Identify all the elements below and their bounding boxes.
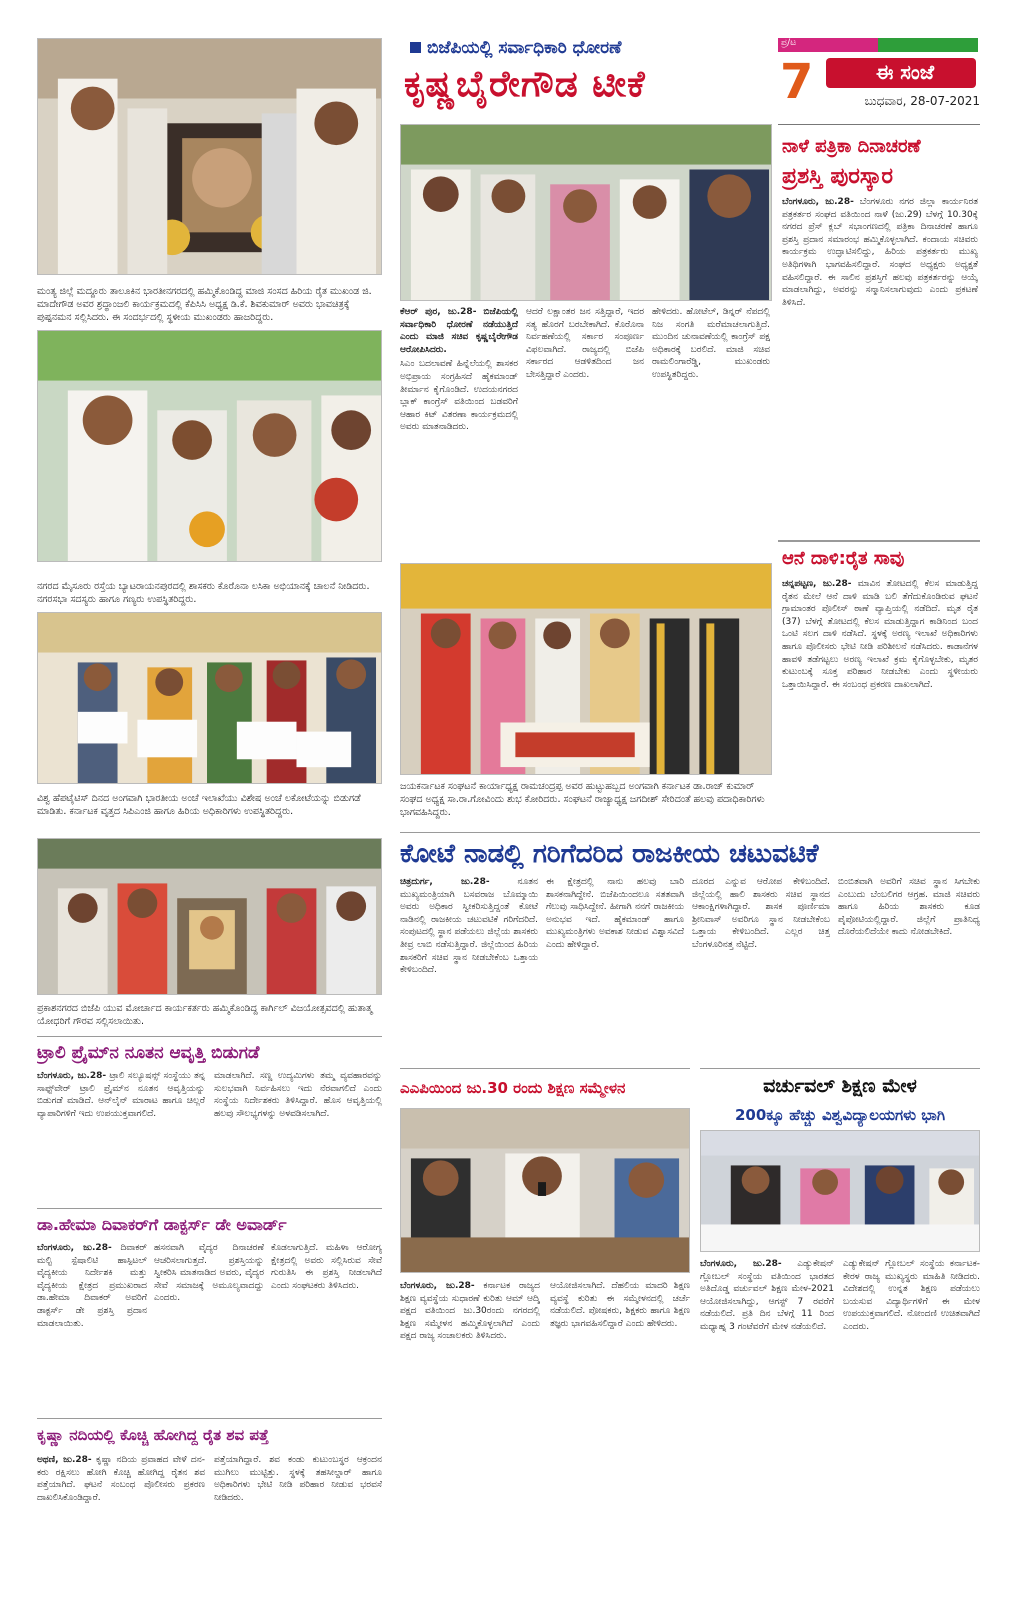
masthead-tag: [778, 38, 978, 52]
kicker: [410, 38, 770, 62]
virtual-col1-text: ಎಡ್ಯುಕೇಷನ್ ಗ್ಲೋಬಲ್ ಸಂಸ್ಥೆಯ ವತಿಯಿಂದ ಭಾರತದ ಅತಿದೊಡ್ಡ ವರ್ಚುವಲ್ ಶಿಕ್ಷಣ ಮೇಳ-2021 ಆಯೋಜಿಸಲಾಗಿದ್ದು, ಆಗಸ್ಟ್ 7 ರವರೆಗೆ ನಡೆಯಲಿದೆ. ಪ್ರತಿ ದಿನ ಬೆಳಗ್ಗೆ 11 ರಿಂದ ಮಧ್ಯಾಹ್ನ 3 ಗಂಟೆವರೆಗೆ ಮೇಳ ನಡೆಯಲಿದೆ.: [700, 1259, 834, 1332]
aap-top-rule: [400, 1068, 690, 1069]
krishna-col1-text: ಕೃಷ್ಣಾ ನದಿಯ ಪ್ರವಾಹದ ವೇಳೆ ದನ-ಕರು ರಕ್ಷಿಸಲು ಹೋಗಿ ಕೊಚ್ಚಿ ಹೋಗಿದ್ದ ರೈತನ ಶವ ಪತ್ತೆಯಾಗಿದೆ. ಘಟನೆ ಸಂಬಂಧ ಪೊಲೀಸರು ಪ್ರಕರಣ ದಾಖಲಿಸಿಕೊಂಡಿದ್ದಾರೆ.: [37, 1455, 205, 1503]
center-top-dateline: ಕೆಆರ್ ಪುರ, ಜು.28-: [400, 307, 477, 317]
patrika-headline-line1: ನಾಳೆ ಪತ್ರಿಕಾ ದಿನಾಚರಣೆ: [782, 136, 921, 157]
center-top-intro: ಬಿಜೆಪಿಯಲ್ಲಿ ಸರ್ವಾಧಿಕಾರಿ ಧೋರಣೆ ನಡೆಯುತ್ತಿದೆ ಎಂದು ಮಾಜಿ ಸಚಿವ ಕೃಷ್ಣಬೈರೇಗೌಡ ಆರೋಪಿಸಿದರು.: [400, 307, 518, 355]
kote-col1: [400, 876, 538, 1052]
trolley-col1: [37, 1070, 205, 1204]
aap-col1-text: ಕರ್ನಾಟಕ ರಾಜ್ಯದ ಶಿಕ್ಷಣ ವ್ಯವಸ್ಥೆಯ ಸುಧಾರಣೆ ಕುರಿತು ಆಮ್ ಆದ್ಮಿ ಪಕ್ಷದ ವತಿಯಿಂದ ಜು.30ರಂದು ನಗರದಲ್ಲಿ ಶಿಕ್ಷಣ ಸಮ್ಮೇಳನ ಹಮ್ಮಿಕೊಳ್ಳಲಾಗಿದೆ ಎಂದು ಪಕ್ಷದ ರಾಜ್ಯ ಸಂಚಾಲಕರು ತಿಳಿಸಿದರು.: [400, 1281, 540, 1342]
vaccine-drive-caption: ನಗರದ ಮೈಸೂರು ರಸ್ತೆಯ ಬ್ಯಾಟರಾಯನಪುರದಲ್ಲಿ ಶಾಸಕರು ಕೊರೊನಾ ಲಸಿಕಾ ಅಭಿಯಾನಕ್ಕೆ ಚಾಲನೆ ನೀಡಿದರು. ನಗರಸಭಾ ಸದಸ್ಯರು ಹಾಗೂ ಗಣ್ಯರು ಉಪಸ್ಥಿತರಿದ್ದರು.: [37, 581, 370, 605]
kargil-caption: ಪ್ರಕಾಶನಗರದ ಬಿಜೆಪಿ ಯುವ ಮೋರ್ಚಾದ ಕಾರ್ಯಕರ್ತರು ಹಮ್ಮಿಕೊಂಡಿದ್ದ ಕಾರ್ಗಿಲ್ ವಿಜಯೋತ್ಸವದಲ್ಲಿ ಹುತಾತ್ಮ ಯೋಧರಿಗೆ ಗೌರವ ಸಲ್ಲಿಸಲಾಯಿತು.: [37, 1003, 373, 1027]
postal-cover-caption: ವಿಶ್ವ ಹೆಪಟೈಟಿಸ್ ದಿನದ ಅಂಗವಾಗಿ ಭಾರತೀಯ ಅಂಚೆ ಇಲಾಖೆಯು ವಿಶೇಷ ಅಂಚೆ ಲಕೋಟೆಯನ್ನು ಬಿಡುಗಡೆ ಮಾಡಿತು. ಕರ್ನಾಟಕ ವೃತ್ತದ ಸಿಪಿಎಂಜಿ ಹಾಗೂ ಹಿರಿಯ ಅಧಿಕಾರಿಗಳು ಉಪಸ್ಥಿತರಿದ್ದರು.: [37, 793, 361, 817]
center-top-col3: ಹೇಳಿದರು. ಹೋಟೆಲ್, ಡಿನ್ನರ್ ನೆಪದಲ್ಲಿ ನಿಜ ಸಂಗತಿ ಮರೆಮಾಚಲಾಗುತ್ತಿದೆ. ಮುಂದಿನ ಚುನಾವಣೆಯಲ್ಲಿ ಕಾಂಗ್ರೆಸ್ ಪಕ್ಷ ಅಧಿಕಾರಕ್ಕೆ ಬರಲಿದೆ. ಮಾಜಿ ಸಚಿವ ರಾಮಲಿಂಗಾರೆಡ್ಡಿ, ಮುಖಂಡರು ಉಪಸ್ಥಿತರಿದ್ದರು.: [652, 307, 770, 380]
postal-cover-photo: [37, 612, 382, 784]
doctor-dateline: ಬೆಂಗಳೂರು, ಜು.28-: [37, 1243, 112, 1253]
kargil-photo: [37, 838, 382, 995]
aap-col1: [400, 1280, 540, 1580]
tag-green-bar: [878, 38, 978, 52]
right-top-box: [778, 124, 980, 125]
main-headline: ಕೃಷ್ಣಬೈರೇಗೌಡ ಟೀಕೆ: [404, 64, 646, 105]
trolley-dateline: ಬೆಂಗಳೂರು, ಜು.28-: [37, 1071, 107, 1081]
elephant-headline: ಆನೆ ದಾಳಿ:ರೈತ ಸಾವು: [782, 548, 905, 569]
kote-dateline: ಚಿತ್ರದುರ್ಗ, ಜು.28-: [400, 877, 490, 887]
trolley-col1-text: ಟ್ರಾಲಿ ಸಲ್ಯೂಷನ್ಸ್ ಸಂಸ್ಥೆಯು ತನ್ನ ಸಾಫ್ಟ್‌ವೇರ್ ಟ್ರಾಲಿ ಪ್ರೈಮ್‌ನ ನೂತನ ಆವೃತ್ತಿಯನ್ನು ಬಿಡುಗಡೆ ಮಾಡಿದೆ. ಆನ್‌ಲೈನ್ ಮಾರಾಟ ಹಾಗೂ ಚಿಲ್ಲರೆ ವ್ಯಾಪಾರಿಗಳಿಗೆ ಇದು ಉಪಯುಕ್ತವಾಗಲಿದೆ.: [37, 1071, 205, 1119]
krishna-col1: [37, 1454, 205, 1584]
center-top-col1-text: ಸಿಎಂ ಬದಲಾವಣೆ ಹಿನ್ನೆಲೆಯಲ್ಲಿ ಶಾಸಕರ ಅಭಿಪ್ರಾಯ ಸಂಗ್ರಹಿಸದೆ ಹೈಕಮಾಂಡ್ ತೀರ್ಮಾನ ಕೈಗೊಂಡಿದೆ. ಉದಯನಗರದ ಬ್ಲಾಕ್ ಕಾಂಗ್ರೆಸ್ ವತಿಯಿಂದ ಬಡವರಿಗೆ ಆಹಾರ ಕಿಟ್ ವಿತರಣಾ ಕಾರ್ಯಕ್ರಮದಲ್ಲಿ ಅವರು ಮಾತನಾಡಿದರು.: [400, 359, 518, 433]
aap-headline: ಎಎಪಿಯಿಂದ ಜು.30 ರಂದು ಶಿಕ್ಷಣ ಸಮ್ಮೇಳನ: [400, 1079, 626, 1097]
kote-col2: ಈ ಕ್ಷೇತ್ರದಲ್ಲಿ ನಾನು ಹಲವು ಬಾರಿ ಶಾಸಕನಾಗಿದ್ದೇನೆ. ಬಿಜೆಪಿಯಿಂದಲೂ ಸತತವಾಗಿ ಗೆಲುವು ಸಾಧಿಸಿದ್ದೇನೆ. ಹೀಗಾಗಿ ನನಗೆ ರಾಜಕೀಯ ಅನುಭವ ಇದೆ. ಹೈಕಮಾಂಡ್ ಹಾಗೂ ಮುಖ್ಯಮಂತ್ರಿಗಳು ಅವಕಾಶ ನೀಡುವ ವಿಶ್ವಾಸವಿದೆ ಎಂದು ಹೇಳಿದ್ದಾರೆ.: [546, 877, 684, 950]
kicker-bullet-icon: [410, 42, 421, 53]
virtual-headline1: ವರ್ಚುವಲ್ ಶಿಕ್ಷಣ ಮೇಳ: [763, 1075, 917, 1097]
doctor-col2: ಹಸನವಾಗಿ ವೈದ್ಯರ ದಿನಾಚರಣೆ ಆಚರಿಸಲಾಗುತ್ತದೆ. ಪ್ರಶಸ್ತಿಯನ್ನು ಸ್ವೀಕರಿಸಿ ಮಾತನಾಡಿದ ಅವರು, ವೈದ್ಯರ ಸೇವೆ ಸಮಾಜಕ್ಕೆ ಅಮೂಲ್ಯವಾದದ್ದು ಎಂದರು.: [154, 1243, 264, 1304]
center-top-col1: [400, 306, 518, 551]
tribute-caption: ಮಂತ್ಯ ಜಿಲ್ಲೆ ಮದ್ದೂರು ತಾಲೂಕಿನ ಭಾರತೀನಗರದಲ್ಲಿ ಹಮ್ಮಿಕೊಂಡಿದ್ದ ಮಾಜಿ ಸಂಸದ ಹಿರಿಯ ರೈತ ಮುಖಂಡ ಜಿ. ಮಾದೇಗೌಡ ಅವರ ಶ್ರದ್ಧಾಂಜಲಿ ಕಾರ್ಯಕ್ರಮದಲ್ಲಿ ಕೆಪಿಸಿಸಿ ಅಧ್ಯಕ್ಷ ಡಿ.ಕೆ. ಶಿವಕುಮಾರ್ ಅವರು ಭಾವಚಿತ್ರಕ್ಕೆ ಪುಷ್ಪನಮನ ಸಲ್ಲಿಸಿದರು. ಈ ಸಂದರ್ಭದಲ್ಲಿ ಸ್ಥಳೀಯ ಮುಖಂಡರು ಹಾಜರಿದ್ದರು.: [37, 286, 372, 323]
doctor-col1-text: ದಿವಾಕರ್ ಮಲ್ಟಿ ಸ್ಪೆಷಾಲಿಟಿ ಹಾಸ್ಪಿಟಲ್ ವೈದ್ಯಕೀಯ ನಿರ್ದೇಶಕಿ ಮತ್ತು ವೈದ್ಯಕೀಯ ಕ್ಷೇತ್ರದ ಪ್ರಮುಖರಾದ ಡಾ.ಹೇಮಾ ದಿವಾಕರ್ ಅವರಿಗೆ ಡಾಕ್ಟರ್ಸ್ ಡೇ ಪ್ರಶಸ್ತಿ ಪ್ರದಾನ ಮಾಡಲಾಯಿತು.: [37, 1243, 147, 1329]
kote-col3: ದೂರದ ಎನ್ನುವ ಆರೋಪ ಕೇಳಿಬಂದಿದೆ. ಜಿಲ್ಲೆಯಲ್ಲಿ ಹಾಲಿ ಶಾಸಕರು ಸಚಿವ ಸ್ಥಾನದ ಆಕಾಂಕ್ಷಿಗಳಾಗಿದ್ದಾರೆ. ಶಾಸಕ ಪೂರ್ಣಿಮಾ ಶ್ರೀನಿವಾಸ್ ಅವರಿಗೂ ಸ್ಥಾನ ನೀಡಬೇಕೆಂಬ ಒತ್ತಾಯ ಕೇಳಿಬಂದಿದೆ. ಎಲ್ಲರ ಚಿತ್ತ ಬೆಂಗಳೂರಿನತ್ತ ನೆಟ್ಟಿದೆ.: [692, 877, 830, 950]
virtual-headline2: 200ಕ್ಕೂ ಹೆಚ್ಚು ವಿಶ್ವವಿದ್ಯಾಲಯಗಳು ಭಾಗಿ: [734, 1106, 946, 1124]
trolley-headline: ಟ್ರಾಲಿ ಪ್ರೈಮ್‌ನ ನೂತನ ಆವೃತ್ತಿ ಬಿಡುಗಡೆ: [37, 1043, 260, 1063]
aap-col2: ಆಯೋಜಿಸಲಾಗಿದೆ. ದೆಹಲಿಯ ಮಾದರಿ ಶಿಕ್ಷಣ ವ್ಯವಸ್ಥೆ ಕುರಿತು ಈ ಸಮ್ಮೇಳನದಲ್ಲಿ ಚರ್ಚೆ ನಡೆಯಲಿದೆ. ಪೋಷಕರು, ಶಿಕ್ಷಕರು ಹಾಗೂ ಶಿಕ್ಷಣ ತಜ್ಞರು ಭಾಗವಹಿಸಲಿದ್ದಾರೆ ಎಂದು ಹೇಳಿದರು.: [550, 1281, 690, 1329]
trolley-col2: ಮಾಡಲಾಗಿದೆ. ಸಣ್ಣ ಉದ್ಯಮಿಗಳು ತಮ್ಮ ವ್ಯವಹಾರವನ್ನು ಸುಲಭವಾಗಿ ನಿರ್ವಹಿಸಲು ಇದು ನೆರವಾಗಲಿದೆ ಎಂದು ಸಂಸ್ಥೆಯ ನಿರ್ದೇಶಕರು ತಿಳಿಸಿದ್ದಾರೆ. ಹೊಸ ಆವೃತ್ತಿಯಲ್ಲಿ ಹಲವು ಸೌಲಭ್ಯಗಳನ್ನು ಅಳವಡಿಸಲಾಗಿದೆ.: [214, 1071, 382, 1119]
doctor-col3: ಕೊಡಲಾಗುತ್ತಿದೆ. ಮಹಿಳಾ ಆರೋಗ್ಯ ಕ್ಷೇತ್ರದಲ್ಲಿ ಅವರು ಸಲ್ಲಿಸಿರುವ ಸೇವೆ ಗುರುತಿಸಿ ಈ ಪ್ರಶಸ್ತಿ ನೀಡಲಾಗಿದೆ ಎಂದು ಸಂಘಟಕರು ತಿಳಿಸಿದರು.: [271, 1243, 382, 1291]
elephant-dateline: ಚನ್ನಪಟ್ಟಣ, ಜು.28-: [782, 579, 852, 589]
tribute-photo: [37, 38, 382, 275]
elephant-body: [782, 578, 978, 828]
paper-name: ಈ ಸಂಜೆ: [875, 60, 935, 84]
doctor-headline: ಡಾ.ಹೇಮಾ ದಿವಾಕರ್‌ಗೆ ಡಾಕ್ಟರ್ಸ್ ಡೇ ಅವಾರ್ಡ್: [37, 1215, 287, 1234]
virtual-dateline: ಬೆಂಗಳೂರು, ಜು.28-: [700, 1259, 782, 1269]
kicker-text: ಬಿಜೆಪಿಯಲ್ಲಿ ಸರ್ವಾಧಿಕಾರಿ ಧೋರಣೆ: [427, 38, 622, 58]
patrika-dateline: ಬೆಂಗಳೂರು, ಜು.28-: [782, 197, 854, 207]
krishna-col2: ಪತ್ತೆಯಾಗಿದ್ದಾರೆ. ಶವ ಕಂಡು ಕುಟುಂಬಸ್ಥರ ಆಕ್ರಂದನ ಮುಗಿಲು ಮುಟ್ಟಿತ್ತು. ಸ್ಥಳಕ್ಕೆ ತಹಸೀಲ್ದಾರ್ ಹಾಗೂ ಅಧಿಕಾರಿಗಳು ಭೇಟಿ ನೀಡಿ ಪರಿಹಾರ ನೀಡುವ ಭರವಸೆ ನೀಡಿದರು.: [214, 1455, 382, 1503]
birthday-caption: ಜಯಕರ್ನಾಟಕ ಸಂಘಟನೆ ಕಾರ್ಯಾಧ್ಯಕ್ಷ ರಾಮಚಂದ್ರಪ್ಪ ಅವರ ಹುಟ್ಟುಹಬ್ಬದ ಅಂಗವಾಗಿ ಕರ್ನಾಟಕ ಡಾ.ರಾಜ್ ಕುಮಾರ್ ಸಂಘದ ಅಧ್ಯಕ್ಷ ಸಾ.ರಾ.ಗೋವಿಂದು ಶುಭ ಕೋರಿದರು. ಸಂಘಟನೆ ರಾಜ್ಯಾಧ್ಯಕ್ಷ ಜಗದೀಶ್ ಸೇರಿದಂತೆ ಹಲವು ಪದಾಧಿಕಾರಿಗಳು ಭಾಗವಹಿಸಿದ್ದರು.: [400, 781, 765, 818]
virtual-col2: ಎಡ್ಯುಕೇಷನ್ ಗ್ಲೋಬಲ್ ಸಂಸ್ಥೆಯ ಕರ್ನಾಟಕ-ಕೇರಳ ರಾಜ್ಯ ಮುಖ್ಯಸ್ಥರು ಮಾಹಿತಿ ನೀಡಿದರು. ವಿದೇಶದಲ್ಲಿ ಉನ್ನತ ಶಿಕ್ಷಣ ಪಡೆಯಲು ಬಯಸುವ ವಿದ್ಯಾರ್ಥಿಗಳಿಗೆ ಈ ಮೇಳ ಉಪಯುಕ್ತವಾಗಲಿದೆ. ನೋಂದಣಿ ಉಚಿತವಾಗಿದೆ ಎಂದರು.: [843, 1259, 980, 1332]
doctor-col1: [37, 1242, 147, 1412]
patrika-headline-line2: ಪ್ರಶಸ್ತಿ ಪುರಸ್ಕಾರ: [782, 164, 894, 189]
krishna-dateline: ಅಥಣಿ, ಜು.28-: [37, 1455, 92, 1465]
center-top-col2: ಆದರೆ ಲಕ್ಷಾಂತರ ಜನ ಸತ್ತಿದ್ದಾರೆ, ಇದರ ಸತ್ಯ ಹೊರಗೆ ಬರಬೇಕಾಗಿದೆ. ಕೊರೊನಾ ನಿರ್ವಹಣೆಯಲ್ಲಿ ಸರ್ಕಾರ ಸಂಪೂರ್ಣ ವಿಫಲವಾಗಿದೆ. ರಾಜ್ಯದಲ್ಲಿ ಬಿಜೆಪಿ ಸರ್ಕಾರದ ಆಡಳಿತದಿಂದ ಜನ ಬೇಸತ್ತಿದ್ದಾರೆ ಎಂದರು.: [526, 307, 644, 380]
kote-top-rule: [400, 832, 980, 833]
kote-col4: ಬಿಂಬಿತವಾಗಿ ಅವರಿಗೆ ಸಚಿವ ಸ್ಥಾನ ಸಿಗಬೇಕು ಎಂಬುದು ಬೆಂಬಲಿಗರ ಆಗ್ರಹ. ಮಾಜಿ ಸಚಿವರು ಹಾಗೂ ಹಿರಿಯ ಶಾಸಕರು ಕೂಡ ಪೈಪೋಟಿಯಲ್ಲಿದ್ದಾರೆ. ಜಿಲ್ಲೆಗೆ ಪ್ರಾತಿನಿಧ್ಯ ದೊರೆಯಲಿದೆಯೇ ಕಾದು ನೋಡಬೇಕಿದೆ.: [838, 877, 980, 938]
aap-press-photo: [400, 1108, 690, 1273]
doctor-top-rule: [37, 1208, 382, 1209]
virtual-press-photo: [700, 1130, 980, 1252]
vaccine-drive-photo: [37, 330, 382, 562]
virtual-col1: [700, 1258, 834, 1580]
krishna-headline: ಕೃಷ್ಣಾ ನದಿಯಲ್ಲಿ ಕೊಚ್ಚಿ ಹೋಗಿದ್ದ ರೈತ ಶವ ಪತ್ತೆ: [37, 1426, 269, 1444]
page-number: 7: [780, 54, 814, 110]
elephant-text: ಮಾವಿನ ತೋಟದಲ್ಲಿ ಕೆಲಸ ಮಾಡುತ್ತಿದ್ದ ರೈತನ ಮೇಲೆ ಆನೆ ದಾಳಿ ಮಾಡಿ ಬಲಿ ತೆಗೆದುಕೊಂಡಿರುವ ಘಟನೆ ಗ್ರಾಮಾಂತರ ಪೊಲೀಸ್ ಠಾಣೆ ವ್ಯಾಪ್ತಿಯಲ್ಲಿ ನಡೆದಿದೆ. ಮೃತ ರೈತ (37) ಬೆಳಗ್ಗೆ ತೋಟದಲ್ಲಿ ಕೆಲಸ ಮಾಡುತ್ತಿದ್ದಾಗ ಕಾಡಿನಿಂದ ಬಂದ ಒಂಟಿ ಸಲಗ ದಾಳಿ ನಡೆಸಿದೆ. ಸ್ಥಳಕ್ಕೆ ಅರಣ್ಯ ಇಲಾಖೆ ಅಧಿಕಾರಿಗಳು ಹಾಗೂ ಪೊಲೀಸರು ಭೇಟಿ ನೀಡಿ ಪರಿಶೀಲನೆ ನಡೆಸಿದರು. ಕಾಡಾನೆಗಳ ಹಾವಳಿ ತಡೆಗಟ್ಟಲು ಅರಣ್ಯ ಇಲಾಖೆ ಕ್ರಮ ಕೈಗೊಳ್ಳಬೇಕು, ಮೃತರ ಕುಟುಂಬಕ್ಕೆ ಸೂಕ್ತ ಪರಿಹಾರ ನೀಡಬೇಕು ಎಂದು ಸ್ಥಳೀಯರು ಒತ್ತಾಯಿಸಿದ್ದಾರೆ. ಈ ಸಂಬಂಧ ಪ್ರಕರಣ ದಾಖಲಾಗಿದೆ.: [782, 579, 978, 690]
virtual-top-rule: [700, 1068, 980, 1069]
birthday-celebration-photo: [400, 563, 772, 775]
patrika-text: ಬೆಂಗಳೂರು ನಗರ ಜಿಲ್ಲಾ ಕಾರ್ಯನಿರತ ಪತ್ರಕರ್ತರ ಸಂಘದ ವತಿಯಿಂದ ನಾಳೆ (ಜು.29) ಬೆಳಗ್ಗೆ 10.30ಕ್ಕೆ ನಗರದ ಪ್ರೆಸ್ ಕ್ಲಬ್ ಸಭಾಂಗಣದಲ್ಲಿ ಪತ್ರಿಕಾ ದಿನಾಚರಣೆ ಹಾಗೂ ಪ್ರಶಸ್ತಿ ಪ್ರದಾನ ಸಮಾರಂಭ ಹಮ್ಮಿಕೊಳ್ಳಲಾಗಿದೆ. ಕಂದಾಯ ಸಚಿವರು ಕಾರ್ಯಕ್ರಮ ಉದ್ಘಾಟಿಸಲಿದ್ದು, ಹಿರಿಯ ಪತ್ರಕರ್ತರು ಮುಖ್ಯ ಅತಿಥಿಗಳಾಗಿ ಭಾಗವಹಿಸಲಿದ್ದಾರೆ. ಸಂಘದ ಅಧ್ಯಕ್ಷರು ಅಧ್ಯಕ್ಷತೆ ವಹಿಸಲಿದ್ದಾರೆ. ಈ ಸಾಲಿನ ಪ್ರಶಸ್ತಿಗೆ ಹಲವು ಪತ್ರಕರ್ತರನ್ನು ಆಯ್ಕೆ ಮಾಡಲಾಗಿದ್ದು, ಅವರನ್ನು ಸನ್ಮಾನಿಸಲಾಗುವುದು ಎಂದು ಪ್ರಕಟಣೆ ತಿಳಿಸಿದೆ.: [782, 197, 978, 308]
tag-label: ಪ್ರ/ಟ: [781, 38, 797, 48]
right-divider: [778, 540, 980, 542]
kote-headline: ಕೋಟೆ ನಾಡಲ್ಲಿ ಗರಿಗೆದರಿದ ರಾಜಕೀಯ ಚಟುವಟಿಕೆ: [400, 839, 819, 869]
aap-dateline: ಬೆಂಗಳೂರು, ಜು.28-: [400, 1281, 475, 1291]
trolley-top-rule: [37, 1036, 382, 1037]
patrika-body: [782, 196, 978, 532]
krishnabyregowda-photo: [400, 124, 772, 301]
krishna-top-rule: [37, 1418, 382, 1419]
issue-date: ಬುಧವಾರ, 28-07-2021: [864, 94, 980, 108]
kote-col1-text: ನೂತನ ಮುಖ್ಯಮಂತ್ರಿಯಾಗಿ ಬಸವರಾಜ ಬೊಮ್ಮಾಯಿ ಅವರು ಅಧಿಕಾರ ಸ್ವೀಕರಿಸುತ್ತಿದ್ದಂತೆ ಕೋಟೆ ನಾಡಿನಲ್ಲಿ ರಾಜಕೀಯ ಚಟುವಟಿಕೆ ಗರಿಗೆದರಿದೆ. ಸಂಪುಟದಲ್ಲಿ ಸ್ಥಾನ ಪಡೆಯಲು ಜಿಲ್ಲೆಯ ಶಾಸಕರು ತೀವ್ರ ಲಾಬಿ ನಡೆಸುತ್ತಿದ್ದಾರೆ. ಜಿಲ್ಲೆಯಿಂದ ಹಿರಿಯ ಶಾಸಕರಿಗೆ ಸಚಿವ ಸ್ಥಾನ ನೀಡಬೇಕೆಂಬ ಒತ್ತಾಯ ಕೇಳಿಬಂದಿದೆ.: [400, 877, 538, 976]
